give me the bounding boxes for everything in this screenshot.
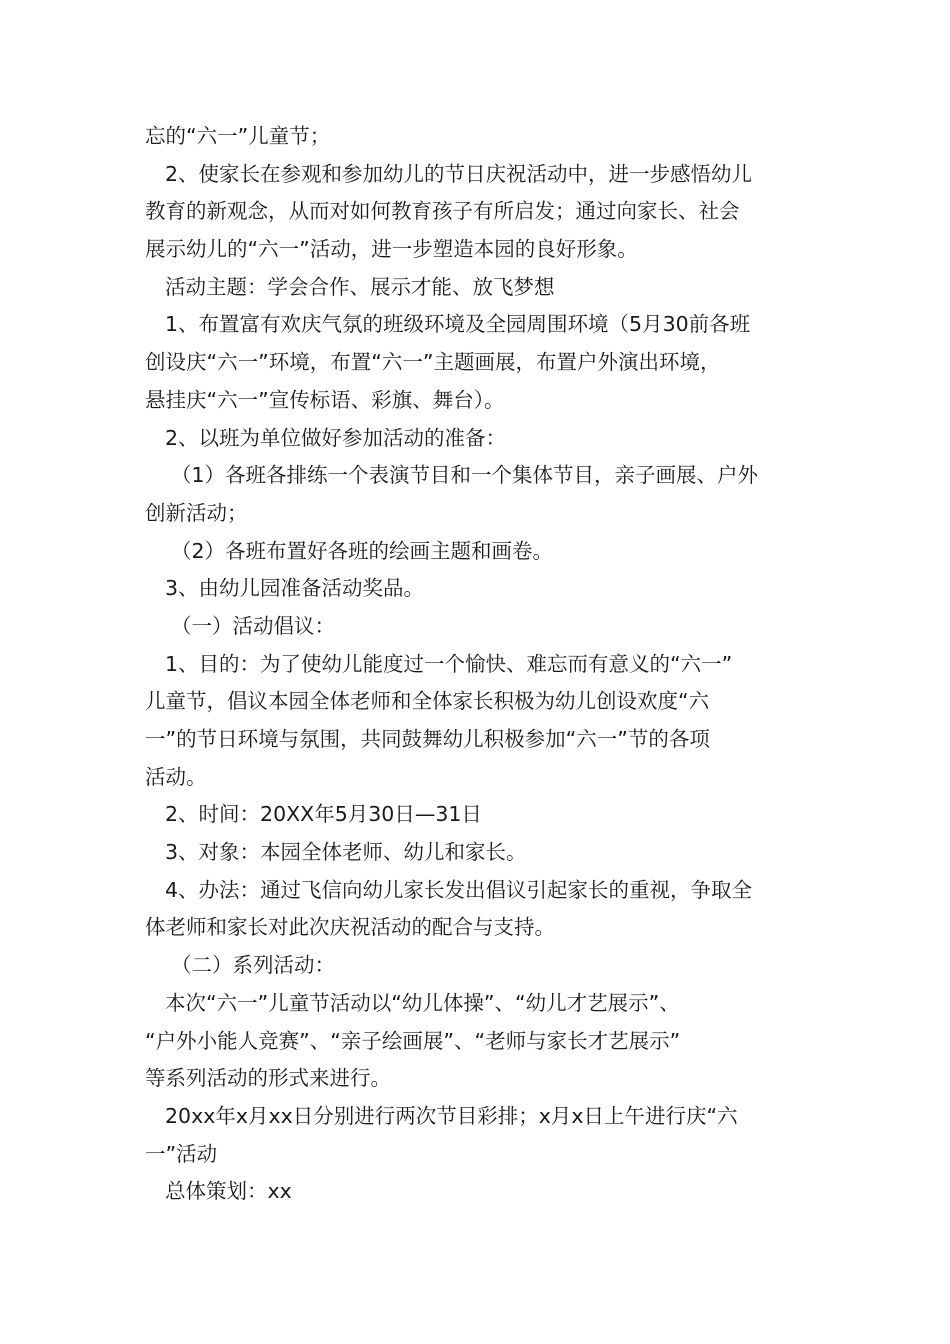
text-line: 创新活动； (145, 500, 248, 525)
text-line: 2、以班为单位做好参加活动的准备： (165, 425, 507, 450)
text-line: 展示幼儿的“六一”活动，进一步塑造本园的良好形象。 (145, 237, 638, 262)
text-line: 活动。 (145, 764, 207, 789)
text-line: 一”的节日环境与氛围，共同鼓舞幼儿积极参加“六一”节的各项 (145, 727, 710, 751)
text-line: 一”活动 (145, 1141, 218, 1166)
text-line: 本次“六一”儿童节活动以“幼儿体操”、“幼儿才艺展示”、 (165, 990, 680, 1015)
text-line: 3、对象：本园全体老师、幼儿和家长。 (165, 840, 527, 865)
text-line: 忘的“六一”儿童节； (145, 124, 331, 148)
text-line: 20xx年x月xx日分别进行两次节目彩排；x月x日上午进行庆“六 (165, 1103, 738, 1128)
text-line: （一）活动倡议： (171, 613, 335, 638)
text-line: （二）系列活动： (171, 953, 335, 978)
text-line: 1、目的：为了使幼儿能度过一个愉快、难忘而有意义的“六一” (165, 651, 733, 676)
text-line: （1）各班各排练一个表演节目和一个集体节目，亲子画展、户外 (171, 463, 759, 488)
text-line: 3、由幼儿园准备活动奖品。 (165, 576, 425, 601)
text-line: 创设庆“六一”环境，布置“六一”主题画展，布置户外演出环境， (145, 350, 721, 375)
text-line: 等系列活动的形式来进行。 (145, 1066, 391, 1091)
text-line: 悬挂庆“六一”宣传标语、彩旗、舞台）。 (145, 387, 505, 412)
text-line: 教育的新观念，从而对如何教育孩子有所启发；通过向家长、社会 (145, 199, 740, 224)
text-line: 2、使家长在参观和参加幼儿的节日庆祝活动中，进一步感悟幼儿 (165, 161, 753, 186)
text-line: 活动主题：学会合作、展示才能、放飞梦想 (165, 274, 555, 299)
text-line: 体老师和家长对此次庆祝活动的配合与支持。 (145, 915, 555, 940)
text-line: 2、时间：20XX年5月30日—31日 (165, 802, 482, 827)
text-line: 1、布置富有欢庆气氛的班级环境及全园周围环境（5月30前各班 (165, 312, 751, 337)
text-line: “户外小能人竞赛”、“亲子绘画展”、“老师与家长才艺展示” (145, 1028, 681, 1053)
text-line: （2）各班布置好各班的绘画主题和画卷。 (171, 538, 554, 563)
document-body (145, 118, 810, 1211)
text-line: 儿童节，倡议本园全体老师和全体家长积极为幼儿创设欢度“六 (145, 689, 710, 714)
text-line: 4、办法：通过飞信向幼儿家长发出倡议引起家长的重视，争取全 (165, 877, 753, 902)
text-line: 总体策划：xx (165, 1179, 292, 1204)
